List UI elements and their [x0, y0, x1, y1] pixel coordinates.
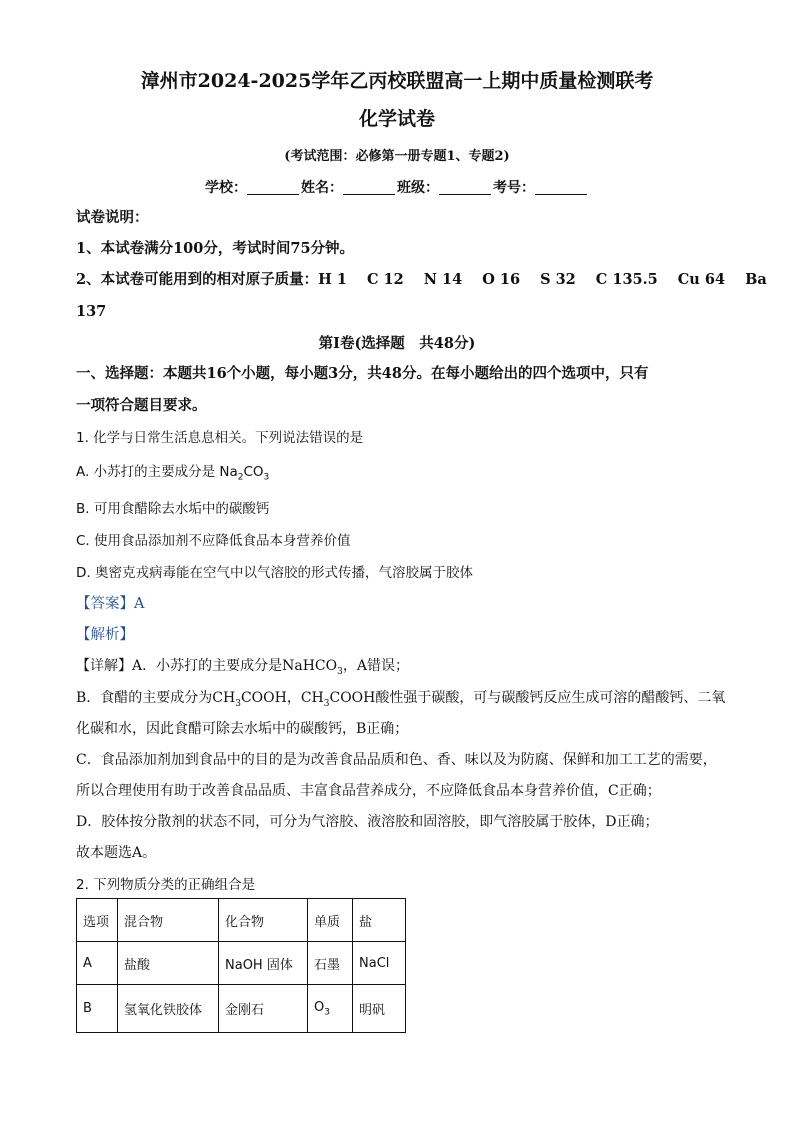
name-blank[interactable] [343, 180, 395, 195]
table-cell [308, 985, 353, 1033]
section-intro-line-1: 一、选择题：本题共16个小题，每小题3分，共48分。在每小题给出的四个选项中，只有 [76, 365, 649, 382]
school-label: 学校： [205, 180, 247, 196]
formula-sub: 3 [337, 666, 343, 677]
table-header-cell: 单质 [308, 899, 353, 942]
atomic-mass-cu: Cu 64 [677, 271, 726, 288]
table-cell: A [77, 942, 118, 985]
instructions-heading: 试卷说明： [76, 209, 149, 226]
table-header-row [77, 899, 406, 942]
table-row [77, 942, 406, 985]
atomic-mass-o: O 16 [482, 271, 521, 288]
formula-part: CO [243, 464, 264, 480]
table-header-cell: 选项 [77, 899, 118, 942]
q1-analysis-label: 【解析】 [76, 627, 134, 643]
q1-detail-text: COOH酸性强于碳酸，可与碳酸钙反应生成可溶的醋酸钙、二氧 [329, 690, 726, 706]
formula-part: O [314, 999, 325, 1015]
q1-detail-line-7: 故本题选A。 [76, 845, 157, 861]
instruction-item-1: 1、本试卷满分100分，考试时间75分钟。 [76, 240, 355, 257]
table-cell: B [77, 985, 118, 1033]
table-cell: NaOH 固体 [219, 942, 308, 985]
atomic-mass-s: S 32 [540, 271, 576, 288]
formula-sub: 3 [324, 1007, 330, 1018]
exam-subtitle: 化学试卷 [358, 108, 435, 130]
table-cell: NaCl [353, 942, 406, 985]
number-label: 考号： [493, 180, 535, 196]
table-cell: 石墨 [308, 942, 353, 985]
formula-sub: 3 [235, 698, 241, 709]
q1-option-b: B. 可用食醋除去水垢中的碳酸钙 [76, 501, 270, 517]
atomic-mass-h: H 1 [318, 271, 347, 288]
exam-title: 漳州市2024-2025学年乙丙校联盟高一上期中质量检测联考 [140, 70, 654, 92]
section-title: 第Ⅰ卷(选择题 共48分) [318, 335, 476, 352]
q1-detail-line-1 [76, 656, 409, 682]
q1-option-d: D. 奥密克戎病毒能在空气中以气溶胶的形式传播，气溶胶属于胶体 [76, 565, 473, 581]
table-cell: 金刚石 [219, 985, 308, 1033]
q1-detail-text: 【详解】A．小苏打的主要成分是NaHCO [76, 658, 338, 674]
section-intro-line-2: 一项符合题目要求。 [76, 397, 207, 414]
table-row [77, 985, 406, 1033]
formula-part: Na [219, 464, 238, 480]
atomic-mass-cl: C 135.5 [595, 271, 658, 288]
student-info-row [0, 178, 794, 198]
q1-option-a-text: A. 小苏打的主要成分是 [76, 464, 220, 480]
q1-option-a [76, 462, 269, 488]
school-blank[interactable] [247, 180, 299, 195]
atomic-mass-n: N 14 [423, 271, 463, 288]
q1-answer: 【答案】A [76, 596, 145, 612]
q1-detail-line-2 [76, 688, 725, 714]
table-cell: 氢氧化铁胶体 [118, 985, 219, 1033]
name-label: 姓名： [301, 180, 343, 196]
table-cell: 明矾 [353, 985, 406, 1033]
q1-detail-line-3: 化碳和水，因此食醋可除去水垢中的碳酸钙，B正确； [76, 721, 409, 737]
q1-detail-line-6: D．胶体按分散剂的状态不同，可分为气溶胶、液溶胶和固溶胶，即气溶胶属于胶体，D正确； [76, 814, 659, 830]
instruction-item-2 [76, 270, 767, 290]
table-header-cell: 混合物 [118, 899, 219, 942]
formula-sub: 3 [263, 472, 270, 483]
q1-stem: 1. 化学与日常生活息息相关。下列说法错误的是 [76, 430, 364, 446]
formula-sub: 3 [323, 698, 330, 709]
table-header-cell: 化合物 [219, 899, 308, 942]
atomic-mass-ba: Ba [745, 271, 767, 288]
q1-detail-line-5: 所以合理使用有助于改善食品品质、丰富食品营养成分，不应降低食品本身营养价值，C正确； [76, 783, 661, 799]
instruction-item-2-prefix: 2、本试卷可能用到的相对原子质量： [76, 271, 319, 288]
table-header-cell: 盐 [353, 899, 406, 942]
number-blank[interactable] [535, 180, 587, 195]
q1-detail-text: B．食醋的主要成分为CH [76, 690, 236, 706]
q2-stem: 2. 下列物质分类的正确组合是 [76, 877, 256, 893]
atomic-mass-c: C 12 [366, 271, 404, 288]
instruction-item-2-cont: 137 [76, 303, 107, 320]
exam-scope: (考试范围：必修第一册专题1、专题2) [284, 149, 510, 164]
class-label: 班级： [397, 180, 439, 196]
formula-sub: 2 [237, 472, 244, 483]
q1-detail-line-4: C．食品添加剂加到食品中的目的是为改善食品品质和色、香、味以及为防腐、保鲜和加工工艺的需要， [76, 752, 717, 768]
q1-detail-text: ，A错误； [342, 658, 409, 674]
q1-option-c: C. 使用食品添加剂不应降低食品本身营养价值 [76, 533, 351, 549]
q2-options-table [76, 898, 406, 1033]
class-blank[interactable] [439, 180, 491, 195]
table-cell: 盐酸 [118, 942, 219, 985]
q1-detail-text: COOH，CH [240, 690, 324, 706]
q1-option-a-formula [219, 464, 270, 483]
